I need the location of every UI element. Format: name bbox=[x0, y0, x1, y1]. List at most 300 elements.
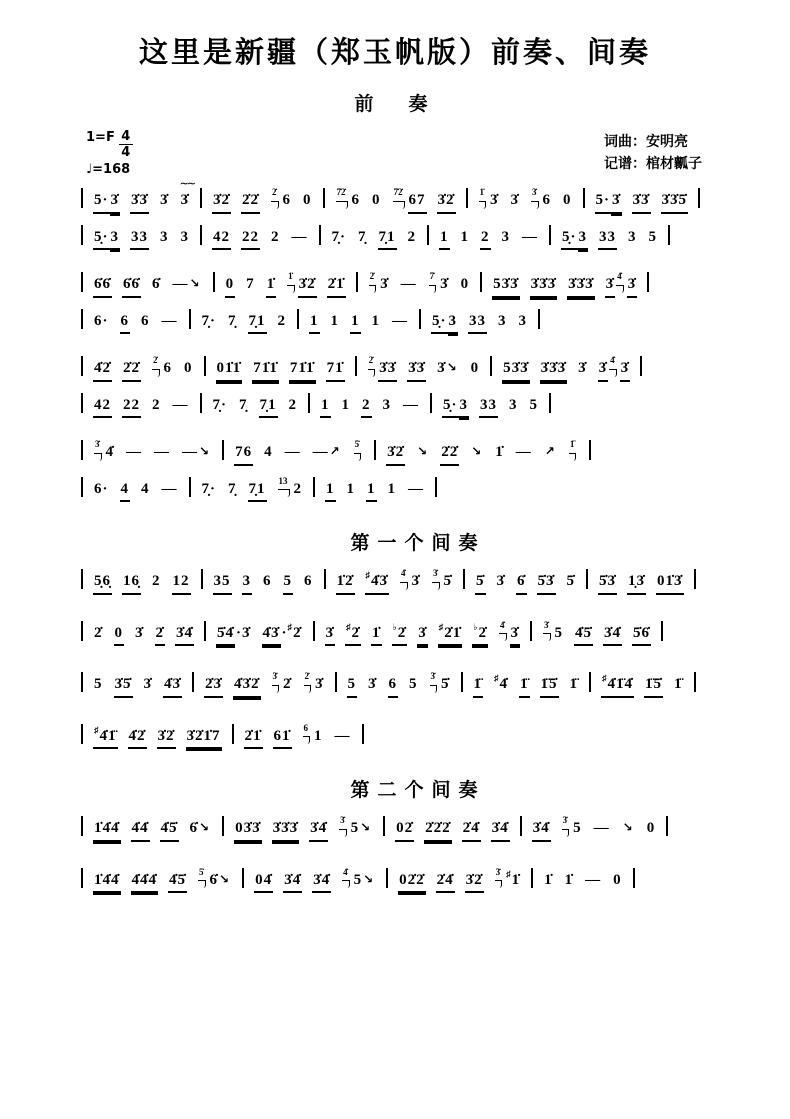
barline bbox=[324, 569, 326, 589]
measure bbox=[88, 355, 199, 376]
note-group bbox=[93, 357, 112, 382]
note-group bbox=[515, 441, 533, 464]
measure bbox=[88, 625, 199, 641]
measure bbox=[426, 313, 533, 329]
note-group bbox=[473, 673, 484, 698]
duet-system bbox=[76, 440, 760, 502]
note-group bbox=[367, 357, 398, 382]
measure bbox=[208, 573, 319, 589]
note-group bbox=[120, 478, 131, 503]
note-group bbox=[277, 310, 288, 333]
note-group bbox=[439, 226, 450, 251]
note: 3̇ bbox=[325, 622, 336, 647]
note-group bbox=[567, 273, 595, 298]
note: 1̇ bbox=[371, 622, 382, 647]
grace-note: 2̇ bbox=[304, 670, 311, 686]
note-group bbox=[627, 570, 646, 595]
note: 61̇ bbox=[273, 725, 292, 750]
note-group bbox=[386, 441, 405, 466]
note: 3̇3̇3̇ bbox=[272, 817, 300, 842]
measure bbox=[437, 397, 544, 413]
note-group bbox=[442, 394, 469, 419]
note: 3̇4̇ bbox=[491, 817, 510, 842]
measure bbox=[393, 866, 526, 888]
note: ♯4̇1̈ bbox=[93, 724, 118, 750]
note: 1 bbox=[387, 480, 397, 497]
note: 3 bbox=[518, 312, 528, 329]
note: 1̈ bbox=[674, 676, 683, 692]
note: 5̣· bbox=[561, 226, 578, 251]
note: 3 bbox=[501, 228, 511, 245]
barline bbox=[313, 621, 315, 641]
grace-note: 4̇ bbox=[499, 619, 506, 635]
note: 5̇3̇ bbox=[537, 570, 556, 595]
barline bbox=[374, 440, 376, 460]
measure bbox=[196, 475, 309, 497]
glissando-arrow-icon: ↘ bbox=[417, 444, 429, 458]
note-group bbox=[566, 570, 577, 593]
note-group bbox=[312, 869, 331, 894]
barline bbox=[520, 816, 522, 836]
note: 3̇3̇5̇ bbox=[661, 189, 689, 214]
note-group bbox=[161, 310, 179, 333]
note: 3 bbox=[160, 228, 169, 245]
barline bbox=[461, 672, 463, 692]
glissando-arrow-icon: ↘ bbox=[219, 871, 231, 886]
note: — bbox=[515, 444, 532, 460]
note-group bbox=[244, 725, 263, 750]
note: 3̇2̇ bbox=[298, 273, 317, 298]
note: 2̇ bbox=[155, 622, 166, 647]
note: 4̇2̇ bbox=[128, 725, 147, 750]
note-group bbox=[241, 189, 260, 214]
music-line bbox=[76, 178, 760, 214]
note: 0 bbox=[225, 273, 236, 298]
note-group bbox=[402, 394, 420, 417]
grace-note: 2̇ bbox=[368, 354, 375, 370]
note-group bbox=[367, 673, 378, 696]
note-group bbox=[248, 478, 267, 503]
measure bbox=[315, 397, 425, 413]
note-group bbox=[494, 441, 505, 464]
note-group bbox=[93, 673, 104, 696]
note: 1 bbox=[346, 480, 356, 497]
note-group bbox=[270, 226, 281, 249]
note: 7̣ bbox=[228, 312, 237, 329]
note-group bbox=[204, 673, 223, 698]
barline bbox=[480, 272, 482, 292]
note-group bbox=[151, 273, 162, 296]
barline bbox=[81, 356, 83, 376]
barline bbox=[531, 868, 533, 888]
note-group bbox=[320, 394, 331, 419]
note: — bbox=[284, 444, 301, 460]
note-group bbox=[272, 817, 300, 842]
measure bbox=[390, 820, 515, 836]
note: 2̇2̇2̇ bbox=[424, 817, 452, 842]
grace-note: 3̇ bbox=[562, 814, 569, 830]
note-group bbox=[157, 725, 176, 750]
note-group bbox=[309, 817, 328, 842]
note: 5̣· bbox=[431, 310, 448, 335]
grace-note: 3̇ bbox=[430, 670, 437, 686]
key-label: 1=F bbox=[86, 130, 115, 145]
measure bbox=[229, 439, 369, 460]
note-group bbox=[180, 226, 191, 249]
solo-section bbox=[76, 816, 760, 893]
note-group bbox=[519, 673, 530, 698]
note: 7̣· bbox=[201, 480, 217, 497]
measure bbox=[207, 229, 314, 245]
note: 7̣1 bbox=[248, 310, 267, 335]
note: 03̇3̇ bbox=[234, 817, 262, 842]
note: 02̇2̇ bbox=[398, 869, 426, 894]
note-group bbox=[561, 226, 588, 251]
barline bbox=[222, 816, 224, 836]
note: 5̇ bbox=[475, 570, 486, 595]
note: 7̣· bbox=[201, 312, 217, 329]
note-group bbox=[201, 478, 218, 501]
barline bbox=[530, 621, 532, 641]
note-group bbox=[238, 394, 249, 417]
note: 7̣ bbox=[358, 228, 367, 245]
note: — bbox=[161, 312, 178, 329]
note: 3 bbox=[628, 228, 637, 245]
note: 3̇↘ bbox=[437, 360, 458, 376]
note: 0 bbox=[460, 276, 470, 292]
note-group bbox=[216, 357, 243, 382]
note-group bbox=[598, 226, 617, 251]
barline bbox=[81, 868, 83, 888]
duet-system bbox=[76, 272, 760, 334]
note: 04̇ bbox=[254, 869, 273, 894]
note-group bbox=[341, 394, 352, 417]
measure bbox=[88, 481, 184, 497]
note: 3̇ bbox=[627, 273, 638, 298]
note-group bbox=[183, 357, 194, 380]
note: 5 bbox=[573, 820, 582, 836]
barline bbox=[355, 356, 357, 376]
note-group bbox=[502, 357, 530, 382]
accidental: ♯ bbox=[365, 570, 370, 580]
note: 5↘ bbox=[350, 820, 372, 836]
music-line bbox=[76, 440, 760, 466]
barline bbox=[222, 440, 224, 460]
note: 71̇ bbox=[326, 357, 345, 382]
note: 3̇3̇3̇ bbox=[567, 273, 595, 298]
note: 3̇ bbox=[578, 360, 587, 376]
note: 3 bbox=[578, 226, 589, 251]
note: 1̇2̇ bbox=[336, 570, 355, 595]
note-group bbox=[568, 441, 580, 464]
note-group bbox=[122, 570, 141, 595]
note-group bbox=[242, 570, 253, 595]
note: 7̣· bbox=[212, 396, 228, 413]
note-group bbox=[415, 441, 430, 464]
note bbox=[469, 441, 484, 464]
measure bbox=[304, 313, 414, 329]
note-group bbox=[621, 817, 636, 840]
note-group bbox=[577, 357, 588, 380]
note: 3̇2̇ bbox=[437, 189, 456, 214]
note: 4 bbox=[141, 480, 150, 497]
measure bbox=[88, 573, 196, 589]
grace-note: 4̇ bbox=[609, 354, 616, 370]
note-group bbox=[468, 310, 487, 335]
grace-note: 5̇ bbox=[354, 438, 361, 454]
note: 3̇3̇ bbox=[378, 357, 397, 382]
measure bbox=[473, 187, 578, 208]
note-group bbox=[470, 357, 481, 380]
note: 5· bbox=[595, 189, 612, 214]
note-group bbox=[93, 622, 104, 645]
barline bbox=[661, 621, 663, 641]
note-group bbox=[271, 673, 293, 696]
measure bbox=[537, 619, 656, 641]
barline bbox=[698, 188, 700, 208]
note: 2̇ bbox=[283, 676, 292, 692]
barline bbox=[189, 309, 191, 329]
note: 5̇6̇ bbox=[632, 622, 651, 647]
note: 53̇3̇ bbox=[502, 357, 530, 382]
note: 5̣· bbox=[93, 226, 110, 251]
measure bbox=[88, 820, 217, 836]
barline bbox=[694, 672, 696, 692]
note-group bbox=[131, 817, 150, 842]
note: 3 bbox=[498, 312, 507, 329]
note: 3̇4̇ bbox=[309, 817, 328, 842]
note-group bbox=[140, 310, 151, 333]
barline bbox=[538, 309, 540, 329]
note: 5↘ bbox=[353, 871, 375, 888]
glissando-arrow-icon: ↘ bbox=[199, 444, 211, 458]
note: 1 bbox=[460, 228, 470, 245]
quarter-note-icon: ♩ bbox=[86, 162, 93, 177]
note: 3̇2̇ bbox=[465, 869, 484, 894]
note-group bbox=[387, 478, 398, 501]
note-group bbox=[289, 357, 316, 382]
note: ·3̇ bbox=[236, 624, 251, 641]
time-signature bbox=[119, 130, 133, 159]
note: 7 bbox=[246, 276, 255, 292]
note: 6 bbox=[141, 312, 150, 329]
accidental: ♯ bbox=[506, 868, 511, 879]
note-group bbox=[366, 478, 377, 503]
note: 3̇4̇ bbox=[283, 869, 302, 894]
accidental: ♯ bbox=[438, 621, 444, 632]
glissando-arrow-icon: ↘ bbox=[189, 276, 201, 290]
note: 2̇3̇ bbox=[204, 673, 223, 698]
barline bbox=[589, 440, 591, 460]
note: 4̇4̇ bbox=[131, 817, 150, 842]
note: 4̇3̇ bbox=[262, 622, 281, 647]
note-group bbox=[248, 310, 267, 335]
accidental: ♯ bbox=[94, 724, 99, 735]
note-group bbox=[143, 673, 154, 696]
barline bbox=[633, 868, 635, 888]
note-group bbox=[543, 869, 554, 892]
barline bbox=[466, 188, 468, 208]
measure bbox=[497, 355, 635, 376]
measure bbox=[88, 276, 208, 292]
barline bbox=[81, 621, 83, 641]
barline bbox=[383, 816, 385, 836]
note-group bbox=[540, 357, 568, 382]
note: 3̇4̇ bbox=[175, 622, 194, 647]
note-group bbox=[212, 394, 229, 417]
note: 1̇ bbox=[564, 871, 574, 888]
note: 7̣ bbox=[239, 396, 248, 413]
note-group bbox=[277, 475, 304, 501]
note-group bbox=[543, 441, 558, 464]
measure bbox=[468, 673, 585, 692]
note-group bbox=[326, 357, 345, 382]
page-title: 这里是新疆（郑玉帆版）前奏、间奏 bbox=[138, 37, 651, 69]
note-group bbox=[460, 273, 471, 296]
tempo-value: =168 bbox=[92, 162, 131, 177]
note-group bbox=[179, 178, 194, 212]
note: 5̣· bbox=[442, 394, 459, 419]
barline bbox=[694, 569, 696, 589]
music-line bbox=[76, 868, 760, 894]
note-group bbox=[371, 189, 382, 212]
barline bbox=[640, 356, 642, 376]
note-group bbox=[584, 869, 602, 892]
note: 6̇ bbox=[516, 570, 527, 595]
note-group bbox=[347, 673, 358, 698]
grace-note: 2̇ bbox=[369, 270, 376, 286]
note: 6 bbox=[351, 192, 361, 208]
time-denominator: 4 bbox=[121, 145, 131, 160]
note-group bbox=[407, 226, 418, 249]
note-group bbox=[480, 226, 491, 251]
barline bbox=[232, 724, 234, 744]
note: 22 bbox=[122, 394, 141, 419]
measure bbox=[211, 621, 308, 641]
note: 3̇ bbox=[315, 676, 324, 692]
measure bbox=[362, 355, 486, 376]
music-line bbox=[76, 816, 760, 842]
note: 3̇3̇ bbox=[407, 357, 426, 382]
note-group bbox=[172, 273, 203, 296]
grace-note: 7̇ bbox=[429, 270, 436, 286]
note: 42 bbox=[212, 226, 231, 251]
note: 5 bbox=[554, 624, 564, 641]
note: 1 bbox=[371, 312, 381, 329]
note: — bbox=[585, 871, 602, 888]
note-group bbox=[341, 866, 376, 892]
measure bbox=[249, 866, 381, 888]
barline bbox=[362, 724, 364, 744]
composer-credit: 词曲：安明亮 bbox=[604, 135, 688, 150]
note-group bbox=[436, 869, 455, 894]
note-group bbox=[234, 441, 253, 466]
measure bbox=[363, 271, 476, 292]
note-group bbox=[197, 866, 232, 892]
note-group bbox=[172, 394, 190, 417]
note: 33 bbox=[479, 394, 498, 419]
note-group bbox=[130, 189, 149, 214]
note: 0 bbox=[114, 622, 125, 647]
note-group bbox=[438, 621, 463, 647]
note: 2 bbox=[152, 396, 161, 413]
note: 3̇ bbox=[160, 192, 169, 208]
note: — bbox=[403, 396, 420, 413]
note-group bbox=[498, 619, 520, 647]
note bbox=[543, 441, 558, 464]
note: 6 bbox=[388, 673, 399, 698]
barline bbox=[81, 188, 83, 208]
note: 5̇ bbox=[443, 573, 452, 589]
note-group bbox=[465, 869, 484, 894]
note-group bbox=[160, 817, 179, 842]
barline bbox=[192, 672, 194, 692]
note-group bbox=[241, 226, 260, 251]
note: 1 bbox=[341, 396, 351, 413]
note: 1̈5̇ bbox=[540, 673, 559, 698]
note-group bbox=[627, 226, 638, 249]
measure bbox=[381, 439, 584, 460]
note-group bbox=[350, 310, 361, 335]
note-group bbox=[516, 570, 527, 595]
music-line bbox=[76, 672, 760, 698]
note: 4 bbox=[120, 478, 131, 503]
measure bbox=[220, 271, 351, 292]
measure bbox=[342, 671, 456, 692]
grace-note: 4̇ bbox=[400, 567, 407, 583]
note-group bbox=[233, 673, 261, 698]
music-line bbox=[76, 569, 760, 595]
barline bbox=[297, 309, 299, 329]
note: 4 bbox=[264, 444, 273, 460]
note-group bbox=[510, 189, 521, 212]
note: 3̇ bbox=[380, 276, 389, 292]
note-group bbox=[408, 673, 419, 696]
glissando-arrow-icon: ↘ bbox=[199, 820, 211, 834]
note: ♯2̇ bbox=[345, 621, 361, 647]
note: —↘ bbox=[182, 444, 211, 460]
note-group bbox=[227, 310, 238, 333]
note: 76 bbox=[234, 441, 253, 466]
note: 3̇ bbox=[490, 192, 499, 208]
note-group bbox=[497, 310, 508, 333]
note: 5̇ bbox=[566, 573, 575, 589]
barline bbox=[81, 724, 83, 744]
note: 3̇2̇1̇7 bbox=[186, 725, 222, 750]
note: 0 bbox=[470, 360, 480, 376]
note: 4̇5̇ bbox=[574, 622, 593, 647]
note-group bbox=[331, 226, 348, 249]
note-group bbox=[302, 189, 313, 212]
glissando-arrow-icon: ↘ bbox=[363, 871, 375, 886]
note: —↗ bbox=[312, 444, 341, 460]
note-group bbox=[93, 478, 110, 501]
music-line bbox=[76, 724, 760, 750]
note: 3̇ bbox=[440, 276, 449, 292]
note: 3̇ bbox=[110, 189, 121, 214]
measure bbox=[320, 481, 430, 497]
measure bbox=[207, 397, 304, 413]
note-group bbox=[361, 394, 372, 419]
grace-note: 7̇2̇ bbox=[393, 186, 404, 202]
note-group bbox=[159, 189, 170, 212]
note: 4̇5̇ bbox=[160, 817, 179, 842]
note: — bbox=[126, 444, 142, 460]
note: 3̇ bbox=[496, 573, 505, 589]
note-group bbox=[562, 189, 573, 212]
note-group bbox=[382, 394, 393, 417]
note-group bbox=[632, 622, 651, 647]
